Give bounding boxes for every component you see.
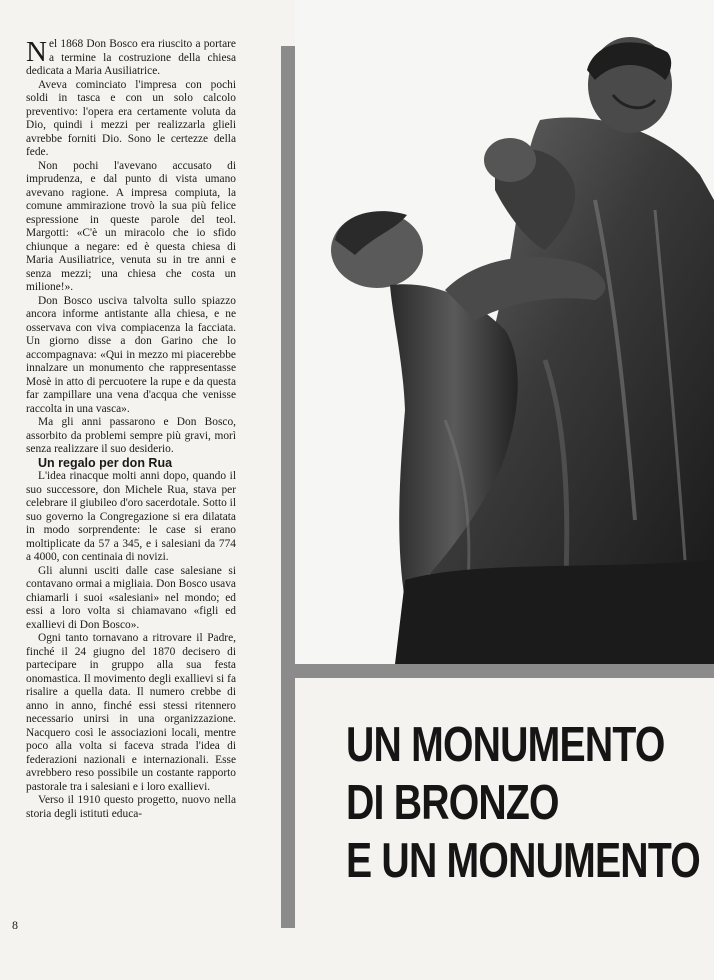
article-paragraph: L'idea rinacque molti anni dopo, quando il suo successore, don Michele Rua, stava per celebrare il giubileo d'oro sacerdotale. Sotto il suo governo la Congregazione si era dilatata in modo sorprendente: le case si erano moltiplicate da 57 a 345, e i salesiani da 774 a 4000, con centinaia di novizi. — [26, 470, 236, 563]
statue-illustration — [295, 0, 714, 664]
section-subheading: Un regalo per don Rua — [38, 455, 173, 470]
vertical-rule — [281, 46, 295, 928]
article-paragraph: Gli alunni usciti dalle case salesiane si contavano ormai a migliaia. Don Bosco usava chiamarli i suoi «salesiani» nel mondo; ed essi a loro volta si chiamavano «figli ed exallievi di Don Bosco». — [26, 564, 236, 631]
page-number: 8 — [12, 918, 18, 932]
article-headline — [346, 716, 700, 890]
article-column — [26, 38, 236, 821]
article-paragraph: Ma gli anni passarono e Don Bosco, assorbito da problemi sempre più gravi, morì senza realizzare il suo desiderio. — [26, 416, 236, 455]
drop-cap: N — [26, 36, 47, 68]
article-paragraph: Non pochi l'avevano accusato di imprudenza, e dal punto di vista umano avevano ragione. A impresa compiuta, la comune ammirazione trovò la sua più felice espressione in queste parole del teol. Margotti: «C'è un miracolo che io sfido chiunque a negare: ed è questa chiesa di Maria Ausiliatrice, venuta su in tre anni e senza mezzi; una chiesa che costa un milione!». — [26, 159, 236, 293]
bronze-statue-photo — [295, 0, 714, 664]
article-paragraph: Nel 1868 Don Bosco era riuscito a portare a termine la costruzione della chiesa dedicata a Maria Ausiliatrice. — [26, 36, 236, 77]
article-paragraph: Aveva cominciato l'impresa con pochi soldi in tasca e con un solo calcolo preventivo: l'opera era certamente voluta da Dio, quindi i mezzi per realizzarla glieli avrebbe forniti Dio. Sono le certezze della fede. — [26, 78, 236, 158]
article-paragraph: Verso il 1910 questo progetto, nuovo nella storia degli istituti educa- — [26, 794, 236, 820]
headline-line: DI BRONZO — [346, 776, 559, 830]
horizontal-rule — [295, 664, 714, 678]
article-paragraph: Ogni tanto tornavano a ritrovare il Padre, finché il 24 giugno del 1870 decisero di partecipare in gruppo alla sua festa onomastica. Il movimento degli exallievi si fa risalire a quella data. Il numero crebbe di anno in anno, finché essi stessi ritennero necessario unirsi in una organizzazione. Nacquero così le associazioni locali, mentre poco alla volta si faceva strada l'idea di federazioni nazionali e internazionali. Esse avrebbero reso possibile un costante rapporto pastorale tra i salesiani e i loro exallievi. — [26, 632, 236, 793]
headline-line: E UN MONUMENTO — [346, 834, 700, 888]
headline-line: UN MONUMENTO — [346, 718, 665, 772]
article-paragraph: Don Bosco usciva talvolta sullo spiazzo ancora informe antistante alla chiesa, e ne osservava con viva compiacenza la facciata. Un giorno disse a don Garino che lo accompagnava: «Qui in mezzo mi piacerebbe innalzare un monumento che rappresentasse Mosè in atto di percuotere la rupe e da questa far zampillare una vena d'acqua che venisse raccolta in una vasca». — [26, 294, 236, 415]
